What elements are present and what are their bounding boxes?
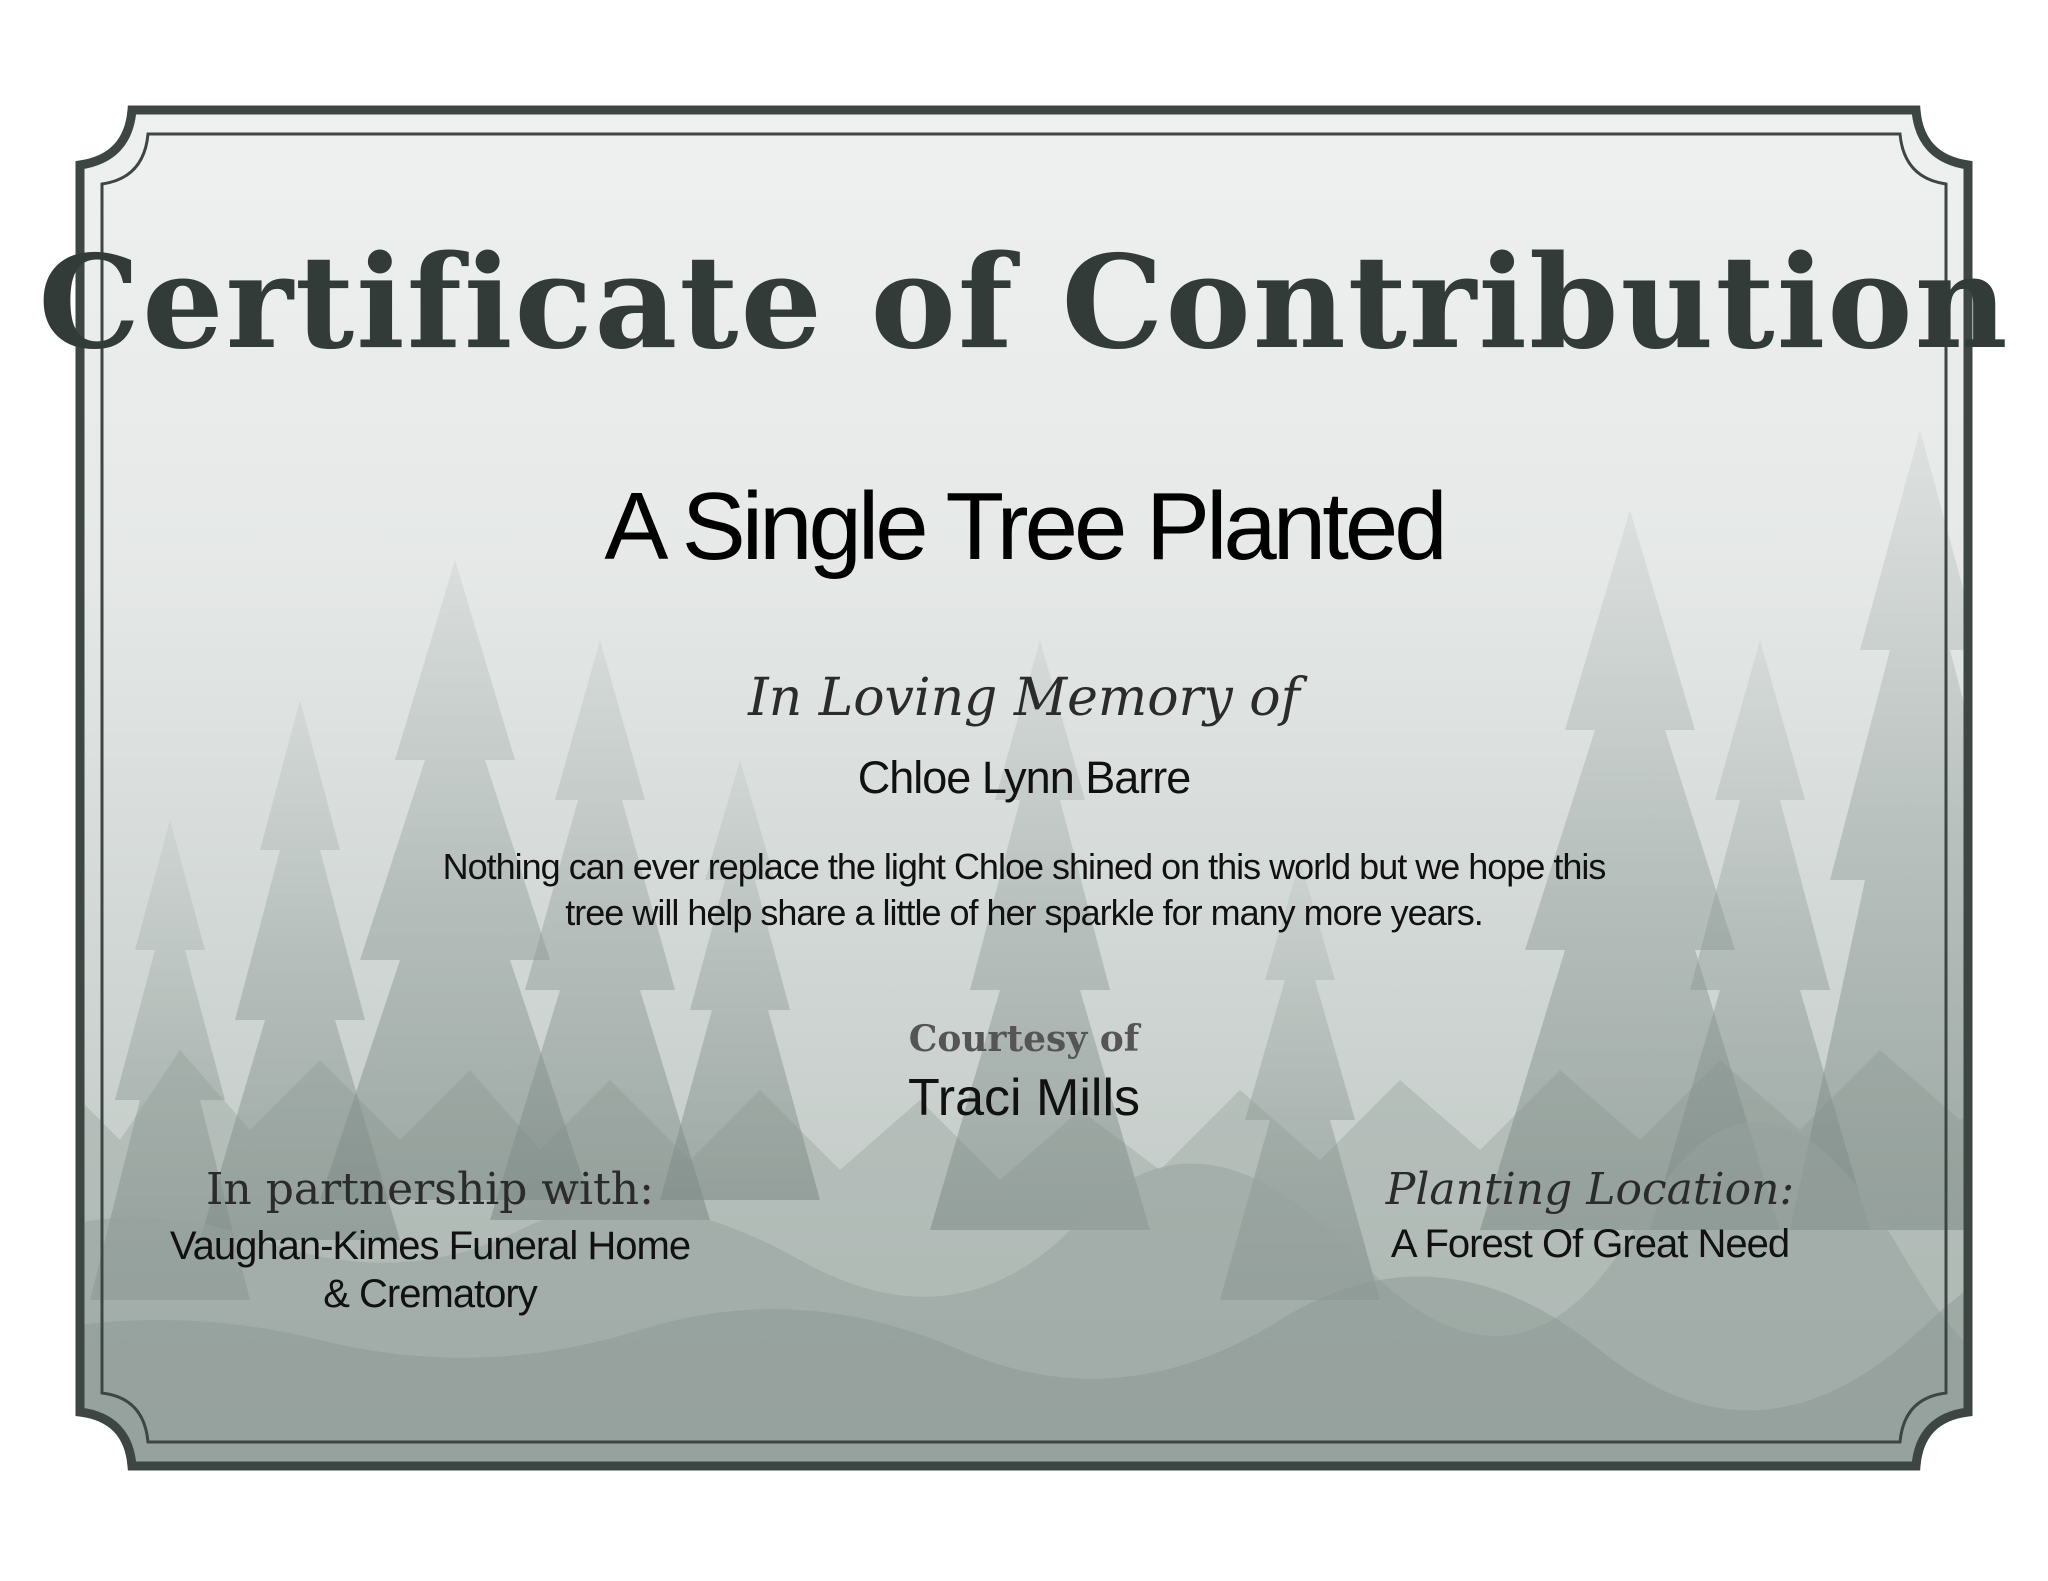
certificate-title: Certificate of Contribution	[38, 228, 2010, 378]
courtesy-name: Traci Mills	[907, 1069, 1141, 1127]
planting-location-label: Planting Location:	[1385, 1164, 1795, 1215]
partner-label: In partnership with:	[206, 1164, 654, 1215]
message-line: Nothing can ever replace the light Chloe shined on this world but we hope this	[442, 846, 1606, 887]
planting-location-name: A Forest Of Great Need	[1390, 1222, 1790, 1266]
partner-name	[100, 1222, 760, 1318]
dedication-message	[0, 844, 2048, 936]
partner-name-line: Vaughan-Kimes Funeral Home	[169, 1224, 691, 1268]
partner-name-line: & Crematory	[323, 1272, 537, 1316]
honoree-name: Chloe Lynn Barre	[857, 752, 1191, 803]
memory-label: In Loving Memory of	[748, 668, 1300, 728]
courtesy-label: Courtesy of	[908, 1018, 1140, 1060]
certificate-subtitle: A Single Tree Planted	[604, 473, 1444, 580]
message-line: tree will help share a little of her sparkle for many more years.	[565, 892, 1483, 933]
